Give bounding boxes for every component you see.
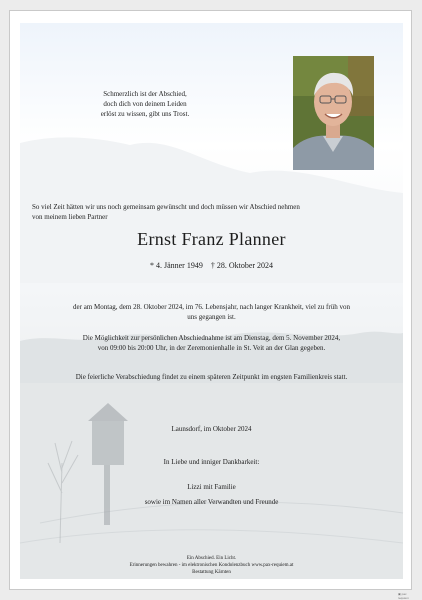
intro-line: von meinem lieben Partner bbox=[32, 213, 108, 221]
paragraph-line: der am Montag, dem 28. Oktober 2024, im 76. Lebensjahr, nach langer Krankheit, viel zu früh von bbox=[73, 303, 350, 311]
life-dates: * 4. Jänner 1949 † 28. Oktober 2024 bbox=[149, 261, 274, 270]
portrait-photo bbox=[293, 56, 374, 170]
place-date: Launsdorf, im Oktober 2024 bbox=[171, 425, 252, 433]
paragraph-line: von 09:00 bis 20:00 Uhr, in der Zeremonienhalle in St. Veit an der Glan gegeben. bbox=[97, 344, 326, 352]
thanks-line: In Liebe und inniger Dankbarkeit: bbox=[163, 458, 260, 466]
portrait-illustration bbox=[293, 56, 374, 170]
relatives-line: sowie im Namen aller Verwandten und Freunde bbox=[144, 498, 279, 506]
quote-line: Schmerzlich ist der Abschied, bbox=[103, 90, 187, 98]
footer bbox=[30, 555, 393, 576]
obituary-card bbox=[9, 10, 412, 600]
deceased-name: Ernst Franz Planner bbox=[137, 229, 286, 249]
viewing-paragraph bbox=[40, 333, 383, 353]
death-notice-paragraph bbox=[40, 302, 383, 322]
pax-requiem-logo: ▣ pax requiem bbox=[398, 592, 409, 600]
footer-line: Ein Abschied. Ein Licht. bbox=[186, 556, 237, 561]
farewell-paragraph: Die feierliche Verabschiedung findet zu einem späteren Zeitpunkt im engsten Familienkreis statt. bbox=[75, 373, 348, 381]
family-line: Lizzi mit Familie bbox=[187, 483, 236, 491]
quote-line: erlöst zu wissen, gibt uns Trost. bbox=[100, 110, 190, 118]
paragraph-line: Die Möglichkeit zur persönlichen Abschiednahme ist am Dienstag, dem 5. November 2024, bbox=[82, 334, 341, 342]
paragraph-line: uns gegangen ist. bbox=[187, 313, 236, 321]
intro-text bbox=[32, 202, 392, 222]
quote bbox=[70, 89, 220, 119]
footer-line: Bestattung Kärnten bbox=[192, 570, 231, 575]
intro-line: So viel Zeit hätten wir uns noch gemeinsam gewünscht und doch müssen wir Abschied nehmen bbox=[32, 203, 300, 211]
footer-link-line[interactable]: Erinnerungen bewahren - im elektronischen Kondolenzbuch www.pax-requiem.at bbox=[129, 563, 294, 568]
quote-line: doch dich von deinem Leiden bbox=[103, 100, 187, 108]
